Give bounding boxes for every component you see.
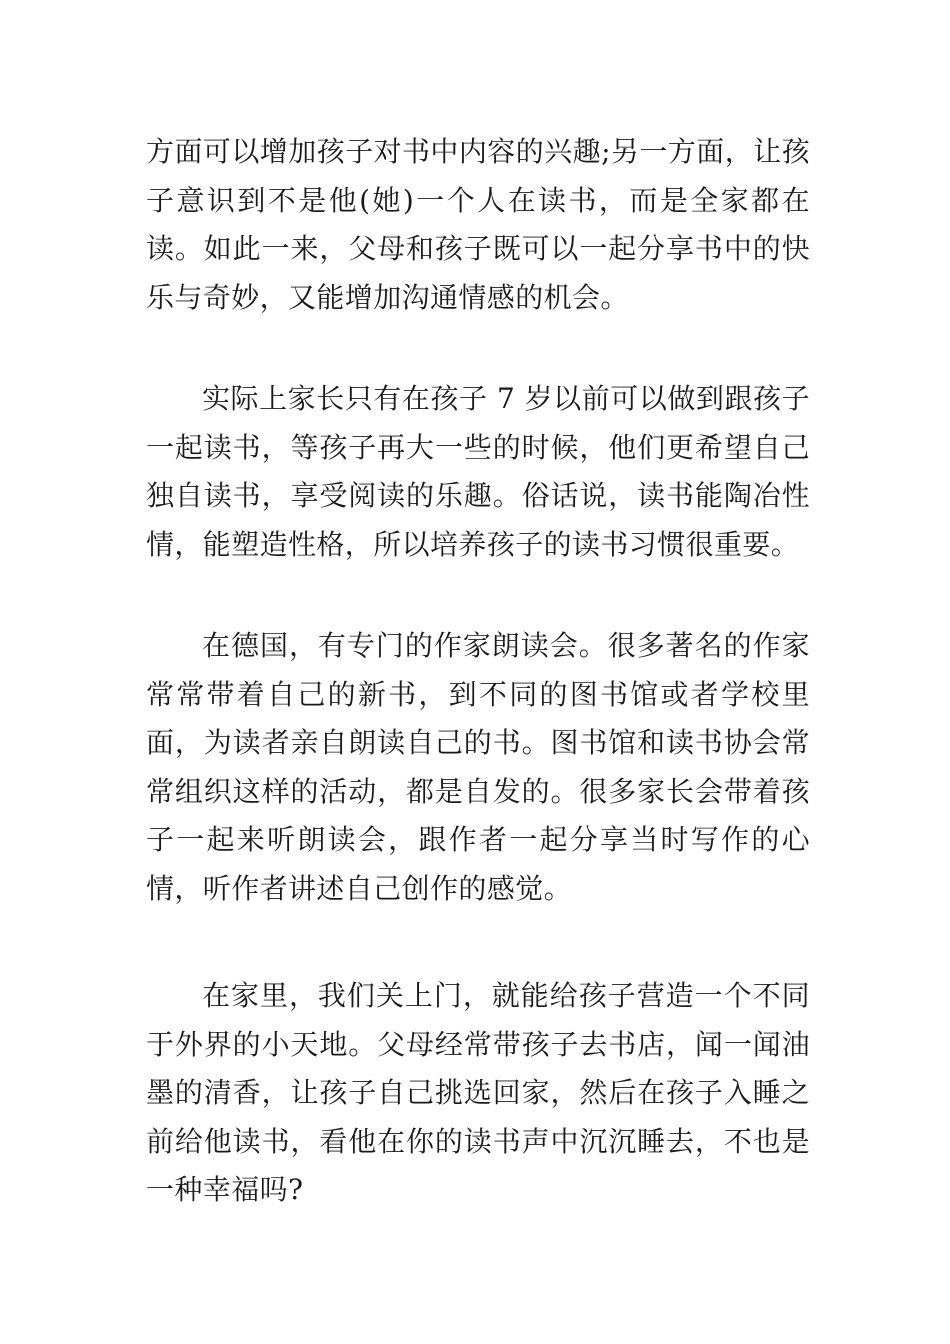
paragraph-home-reading: 在家里，我们关上门，就能给孩子营造一个不同于外界的小天地。父母经常带孩子去书店，闻一闻油墨的清香，让孩子自己挑选回家，然后在孩子入睡之前给他读书，看他在你的读书声中沉沉睡去，不也是一种幸福吗? [146, 979, 810, 1206]
paragraph-reading-before-seven: 实际上家长只有在孩子 7 岁以前可以做到跟孩子一起读书，等孩子再大一些的时候，他们更希望自己独自读书，享受阅读的乐趣。俗话说，读书能陶冶性情，能塑造性格，所以培养孩子的读书习惯很重要。 [146, 382, 810, 561]
paragraph-germany-reading-events: 在德国，有专门的作家朗读会。很多著名的作家常常带着自己的新书，到不同的图书馆或者学校里面，为读者亲自朗读自己的书。图书馆和读书协会常常组织这样的活动，都是自发的。很多家长会带着孩子一起来听朗读会，跟作者一起分享当时写作的心情，听作者讲述自己创作的感觉。 [146, 629, 810, 905]
paragraph-continuation: 方面可以增加孩子对书中内容的兴趣;另一方面，让孩子意识到不是他(她)一个人在读书，而是全家都在读。如此一来，父母和孩子既可以一起分享书中的快乐与奇妙，又能增加沟通情感的机会。 [146, 135, 810, 314]
